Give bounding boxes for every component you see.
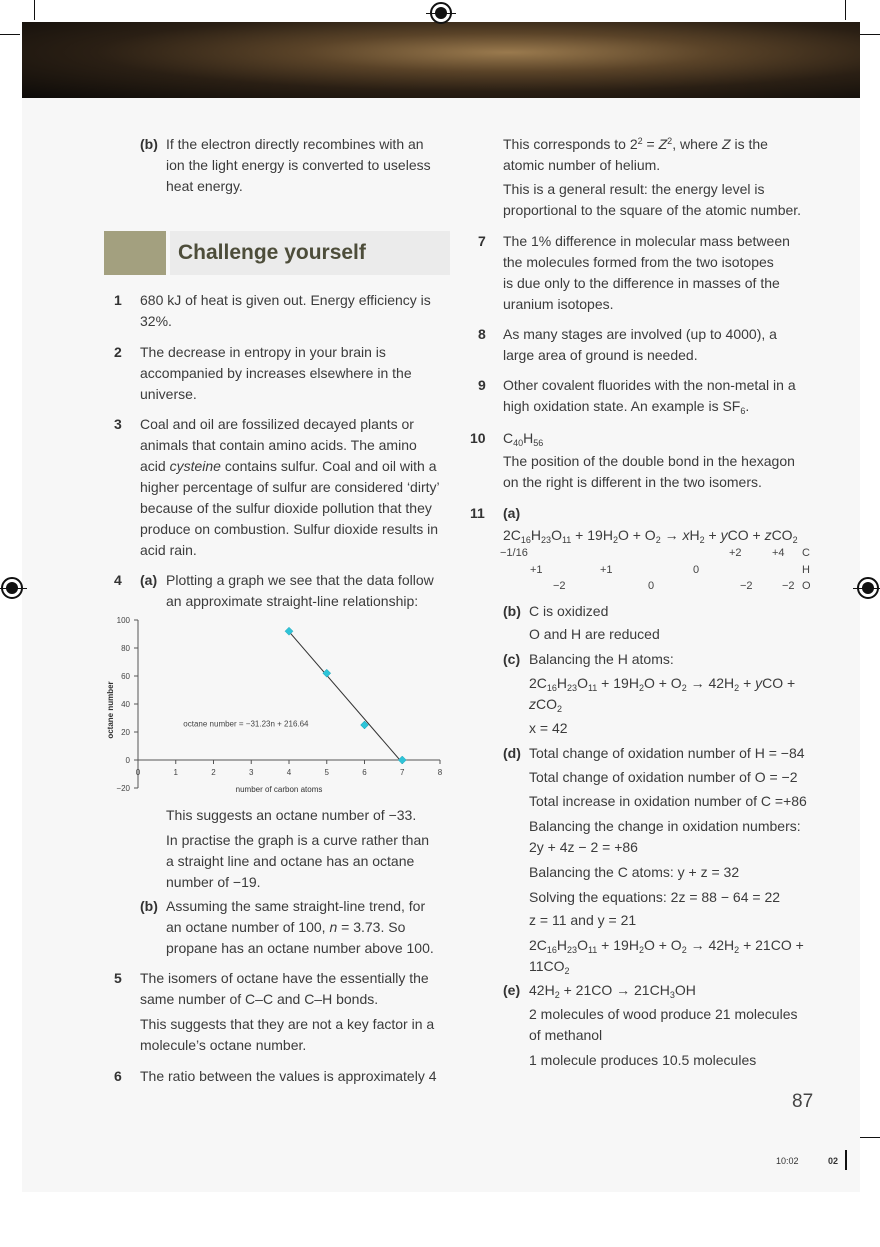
formula	[503, 428, 543, 449]
equation: $2C_{16}H_{23}O_{11} + 19H_2O + O_2 \to 42H_2$ + yCO +	[529, 675, 796, 693]
text-span: contains sulfur. Coal and oil with a	[220, 458, 437, 474]
page-number: 87	[792, 1091, 814, 1112]
chart-trendline	[289, 632, 402, 763]
text-line: produce on combustion. Sulfur dioxide results in	[140, 521, 439, 537]
text-line: In practise the graph is a curve rather than	[166, 832, 430, 848]
chart-y-tick-label: 40	[121, 700, 130, 709]
item-number: 9	[478, 377, 486, 393]
text-line: animals that contain amino acids. The amino	[140, 437, 417, 453]
item-number: 3	[114, 416, 122, 432]
text-line: accompanied by increases elsewhere in the	[140, 365, 412, 381]
crop-mark	[0, 34, 20, 35]
text-line: the molecules formed from the two isotopes	[503, 254, 774, 270]
header-banner-image	[22, 22, 860, 98]
chart-data-point	[398, 756, 406, 764]
print-code: 02	[828, 1156, 839, 1166]
text-line: 2 molecules of wood produce 21 molecules	[529, 1006, 798, 1022]
text-line: The position of the double bond in the hexagon	[503, 453, 795, 469]
chart-y-tick-label: −20	[116, 784, 130, 793]
italic-variable: n	[329, 919, 338, 935]
text-line: Assuming the same straight-line trend, for	[166, 898, 426, 914]
oxidation-number: 0	[648, 580, 655, 592]
item-number: 7	[478, 233, 486, 249]
text-line: Balancing the change in oxidation numbers:	[529, 818, 801, 834]
chart-x-tick-label: 1	[173, 768, 178, 777]
print-time: 10:02	[776, 1156, 799, 1166]
oxidation-number: +1	[530, 564, 543, 576]
italic-term: cysteine	[169, 458, 221, 474]
chart-y-tick-label: 60	[121, 672, 130, 681]
equation: $42H_2 + 21CO \to 21CH_3OH$	[529, 982, 696, 1000]
registration-mark-icon	[1, 577, 23, 599]
part-label: (b)	[140, 136, 158, 152]
text-line: Other covalent fluorides with the non-metal in a	[503, 377, 796, 393]
text-span: H	[523, 430, 534, 446]
equation: $2C_{16}H_{23}O_{11} + 19H_2O + O_2 \to xH_2$ + yCO + zCO$_2$	[503, 527, 798, 545]
chart-data-point	[323, 669, 331, 677]
oxidation-number: −2	[782, 580, 795, 592]
text-line: z = 11 and y = 21	[529, 912, 637, 928]
crop-mark	[860, 1137, 880, 1138]
item-number: 11	[470, 505, 485, 521]
text-span: an octane number of 100,	[166, 919, 330, 935]
chart-x-tick-label: 4	[286, 768, 292, 777]
item-number: 2	[114, 344, 122, 360]
text-span: =	[642, 136, 659, 152]
text-line: x = 42	[529, 720, 568, 736]
item-number: 4	[114, 572, 122, 588]
crop-mark	[860, 34, 880, 35]
text-line: heat energy.	[166, 178, 243, 194]
text-line: an approximate straight-line relationship:	[166, 593, 419, 609]
text-line: Coal and oil are fossilized decayed plants or	[140, 416, 414, 432]
octane-chart	[100, 610, 450, 800]
part-label: (a)	[503, 505, 521, 521]
text-line	[140, 456, 437, 477]
chart-y-axis-label: octane number	[106, 681, 115, 739]
text-line: is due only to the difference in masses of the	[503, 275, 780, 291]
text-line: 680 kJ of heat is given out. Energy efficiency is	[140, 292, 431, 308]
text-line: 1 molecule produces 10.5 molecules	[529, 1052, 757, 1068]
text-line: Total increase in oxidation number of C =+86	[529, 793, 807, 809]
text-line: The 1% difference in molecular mass between	[503, 233, 790, 249]
text-line: The isomers of octane have the essentially the	[140, 970, 429, 986]
equation: $2C_{16}H_{23}O_{11} + 19H_2O + O_2 \to 42H_2 + 21CO$ +	[529, 937, 804, 955]
text-span: high oxidation state. An example is SF	[503, 398, 741, 414]
text-line: The decrease in entropy in your brain is	[140, 344, 386, 360]
text-line: This is a general result: the energy level is	[503, 181, 765, 197]
oxidation-number: −2	[553, 580, 566, 592]
superscript: 2	[637, 136, 643, 146]
oxidation-number: +2	[729, 547, 742, 559]
crop-mark	[34, 0, 35, 20]
part-label: (c)	[503, 651, 521, 667]
equation: $11CO_2$	[529, 958, 570, 976]
crop-mark	[845, 0, 846, 20]
text-span: C	[503, 430, 514, 446]
text-line: The ratio between the values is approximately 4	[140, 1068, 437, 1084]
oxidation-number: −1/16	[500, 547, 528, 559]
text-line: Balancing the H atoms:	[529, 651, 674, 667]
item-number: 10	[470, 430, 486, 446]
oxidation-number: +4	[772, 547, 785, 559]
text-line: Total change of oxidation number of O = −2	[529, 769, 798, 785]
chart-x-tick-label: 8	[437, 768, 443, 777]
text-line: molecule’s octane number.	[140, 1037, 307, 1053]
oxidation-number: −2	[740, 580, 753, 592]
chart-y-tick-label: 20	[121, 728, 130, 737]
text-line: Total change of oxidation number of H = −84	[529, 745, 805, 761]
text-line: acid rain.	[140, 542, 197, 558]
element-symbol: C	[802, 547, 810, 559]
text-span: = 3.73. So	[337, 919, 406, 935]
text-line: uranium isotopes.	[503, 296, 614, 312]
text-line: higher percentage of sulfur are considered ‘dirty’	[140, 479, 440, 495]
crop-mark	[845, 1150, 847, 1170]
italic-variable: Z	[722, 136, 731, 152]
chart-y-tick-label: 100	[116, 616, 130, 625]
chart-x-tick-label: 7	[400, 768, 405, 777]
challenge-accent-box	[104, 231, 166, 275]
text-line: O and H are reduced	[529, 626, 660, 642]
chart-x-tick-label: 3	[249, 768, 254, 777]
part-label: (b)	[140, 898, 158, 914]
text-line: a straight line and octane has an octane	[166, 853, 415, 869]
part-label: (b)	[503, 603, 521, 619]
text-line	[503, 396, 749, 417]
text-line: C is oxidized	[529, 603, 609, 619]
text-span: is the	[730, 136, 768, 152]
text-line: This suggests an octane number of −33.	[166, 807, 417, 823]
item-number: 1	[114, 292, 122, 308]
part-label: (e)	[503, 982, 521, 998]
chart-x-tick-label: 6	[362, 768, 367, 777]
chart-y-tick-label: 80	[121, 644, 130, 653]
chart-x-tick-label: 5	[324, 768, 329, 777]
subscript: 6	[740, 406, 746, 416]
text-line: proportional to the square of the atomic number.	[503, 202, 802, 218]
text-line: 32%.	[140, 313, 172, 329]
text-line: Solving the equations: 2z = 88 − 64 = 22	[529, 889, 781, 905]
element-symbol: H	[802, 564, 810, 576]
text-line: As many stages are involved (up to 4000), a	[503, 326, 777, 342]
part-label: (d)	[503, 745, 521, 761]
item-number: 5	[114, 970, 122, 986]
text-line: universe.	[140, 386, 197, 402]
chart-x-axis-label: number of carbon atoms	[235, 785, 323, 794]
text-line: Balancing the C atoms: y + z = 32	[529, 864, 740, 880]
subscript: 40	[513, 438, 524, 448]
element-symbol: O	[802, 580, 811, 592]
text-line: This suggests that they are not a key factor in a	[140, 1016, 435, 1032]
item-number: 8	[478, 326, 486, 342]
equation: zCO$_2$	[529, 696, 563, 714]
registration-mark-icon	[857, 577, 879, 599]
oxidation-number: +1	[600, 564, 613, 576]
text-span: .	[745, 398, 750, 414]
item-number: 6	[114, 1068, 122, 1084]
text-line: large area of ground is needed.	[503, 347, 698, 363]
text-span: This corresponds to 2	[503, 136, 638, 152]
text-line: propane has an octane number above 100.	[166, 940, 434, 956]
text-line	[166, 917, 405, 938]
section-title: Challenge yourself	[170, 231, 450, 275]
text-span: acid	[140, 458, 170, 474]
text-line: same number of C–C and C–H bonds.	[140, 991, 379, 1007]
chart-x-tick-label: 2	[211, 768, 216, 777]
italic-variable: Z	[658, 136, 668, 152]
text-line: Plotting a graph we see that the data follow	[166, 572, 434, 588]
text-line: If the electron directly recombines with an	[166, 136, 424, 152]
part-label: (a)	[140, 572, 158, 588]
text-line	[503, 134, 768, 155]
superscript: 2	[667, 136, 673, 146]
chart-data-point	[285, 627, 293, 635]
registration-mark-icon	[430, 2, 452, 24]
text-line: on the right is different in the two isomers.	[503, 474, 762, 490]
text-line: ion the light energy is converted to useless	[166, 157, 431, 173]
chart-y-tick-label: 0	[125, 756, 130, 765]
chart-trendline-equation: octane number = −31.23n + 216.64	[183, 719, 309, 729]
text-line: of methanol	[529, 1027, 603, 1043]
chart-x-tick-label: 0	[135, 768, 141, 777]
text-line: atomic number of helium.	[503, 157, 661, 173]
text-line: number of −19.	[166, 874, 261, 890]
text-line: because of the sulfur dioxide pollution that they	[140, 500, 432, 516]
text-span: , where	[672, 136, 722, 152]
text-line: 2y + 4z − 2 = +86	[529, 839, 638, 855]
subscript: 56	[533, 438, 544, 448]
oxidation-number: 0	[693, 564, 700, 576]
